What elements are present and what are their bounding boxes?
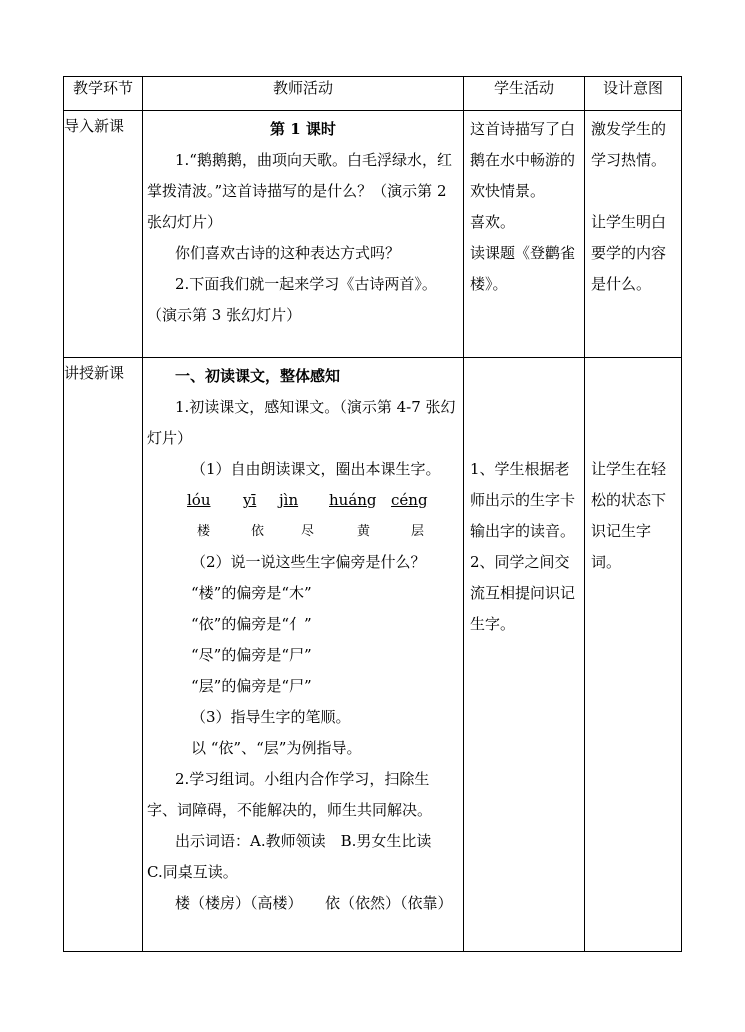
student-paragraph: 喜欢。 <box>470 213 516 231</box>
lesson-title: 第 1 课时 <box>270 120 336 138</box>
design-cell <box>585 358 682 952</box>
row-new-lesson <box>64 358 682 952</box>
design-paragraph: 让学生明白要学的内容是什么。 <box>591 213 667 293</box>
student-cell <box>464 358 585 952</box>
teacher-paragraph: 出示词语：A.教师领读 B.男女生比读 C.同桌互读。 <box>147 832 447 881</box>
header-design-intent: 设计意图 <box>585 77 682 111</box>
stage-cell: 讲授新课 <box>64 358 143 952</box>
radical-line: “依”的偏旁是“亻” <box>191 615 312 633</box>
teacher-paragraph: 2.学习组词。小组内合作学习，扫除生字、词障碍，不能解决的，师生共同解决。 <box>147 770 433 819</box>
lesson-plan-table <box>63 76 682 952</box>
section-title: 一、初读课文，整体感知 <box>175 367 341 385</box>
teacher-paragraph: 楼（楼房）（高楼） 依（依然）（依靠） <box>175 894 453 912</box>
header-stage: 教学环节 <box>64 77 143 111</box>
student-paragraph: 2、同学之间交流互相提问识记生字。 <box>470 553 576 633</box>
pinyin-item: céng <box>391 491 428 509</box>
hanzi-item: 依 <box>251 524 265 539</box>
hanzi-item: 尽 <box>301 524 315 539</box>
pinyin-item: lóu <box>187 491 211 509</box>
student-paragraph: 1、学生根据老师出示的生字卡输出字的读音。 <box>470 460 576 540</box>
teacher-paragraph: 以 “依”、“层”为例指导。 <box>191 739 362 757</box>
hanzi-item: 楼 <box>197 524 211 539</box>
teacher-paragraph: 你们喜欢古诗的这种表达方式吗？ <box>175 244 401 262</box>
student-paragraph: 这首诗描写了白鹅在水中畅游的欢快情景。 <box>470 120 576 200</box>
teacher-paragraph: 1.“鹅鹅鹅，曲项向天歌。白毛浮绿水，红掌拨清波。”这首诗描写的是什么？（演示第 2 张幻灯片） <box>147 151 452 231</box>
teacher-cell <box>143 111 464 358</box>
design-paragraph: 激发学生的学习热情。 <box>591 120 667 169</box>
pinyin-item: huáng <box>329 491 377 509</box>
student-paragraph: 读课题《登鹳雀楼》。 <box>470 244 576 293</box>
pinyin-row <box>147 485 459 516</box>
pinyin-item: yī <box>243 491 257 509</box>
hanzi-item: 层 <box>411 524 425 539</box>
teacher-paragraph: （3）指导生字的笔顺。 <box>191 708 351 726</box>
header-student-activity: 学生活动 <box>464 77 585 111</box>
radical-line: “层”的偏旁是“尸” <box>191 677 312 695</box>
header-teacher-activity: 教师活动 <box>143 77 464 111</box>
pinyin-item: jìn <box>279 491 299 509</box>
teacher-paragraph: （2）说一说这些生字偏旁是什么？ <box>191 553 426 571</box>
teacher-cell <box>143 358 464 952</box>
teacher-paragraph: 2.下面我们就一起来学习《古诗两首》。（演示第 3 张幻灯片） <box>147 275 437 324</box>
hanzi-row <box>147 516 459 547</box>
row-introduction <box>64 111 682 358</box>
design-paragraph: 让学生在轻松的状态下识记生字词。 <box>591 460 667 571</box>
radical-line: “尽”的偏旁是“尸” <box>191 646 312 664</box>
header-row <box>64 77 682 111</box>
hanzi-item: 黄 <box>357 524 371 539</box>
design-cell <box>585 111 682 358</box>
teacher-paragraph: （1）自由朗读课文，圈出本课生字。 <box>191 460 441 478</box>
stage-cell: 导入新课 <box>64 111 143 358</box>
student-cell <box>464 111 585 358</box>
teacher-paragraph: 1.初读课文，感知课文。（演示第 4-7 张幻灯片） <box>147 398 456 447</box>
radical-line: “楼”的偏旁是“木” <box>191 584 312 602</box>
